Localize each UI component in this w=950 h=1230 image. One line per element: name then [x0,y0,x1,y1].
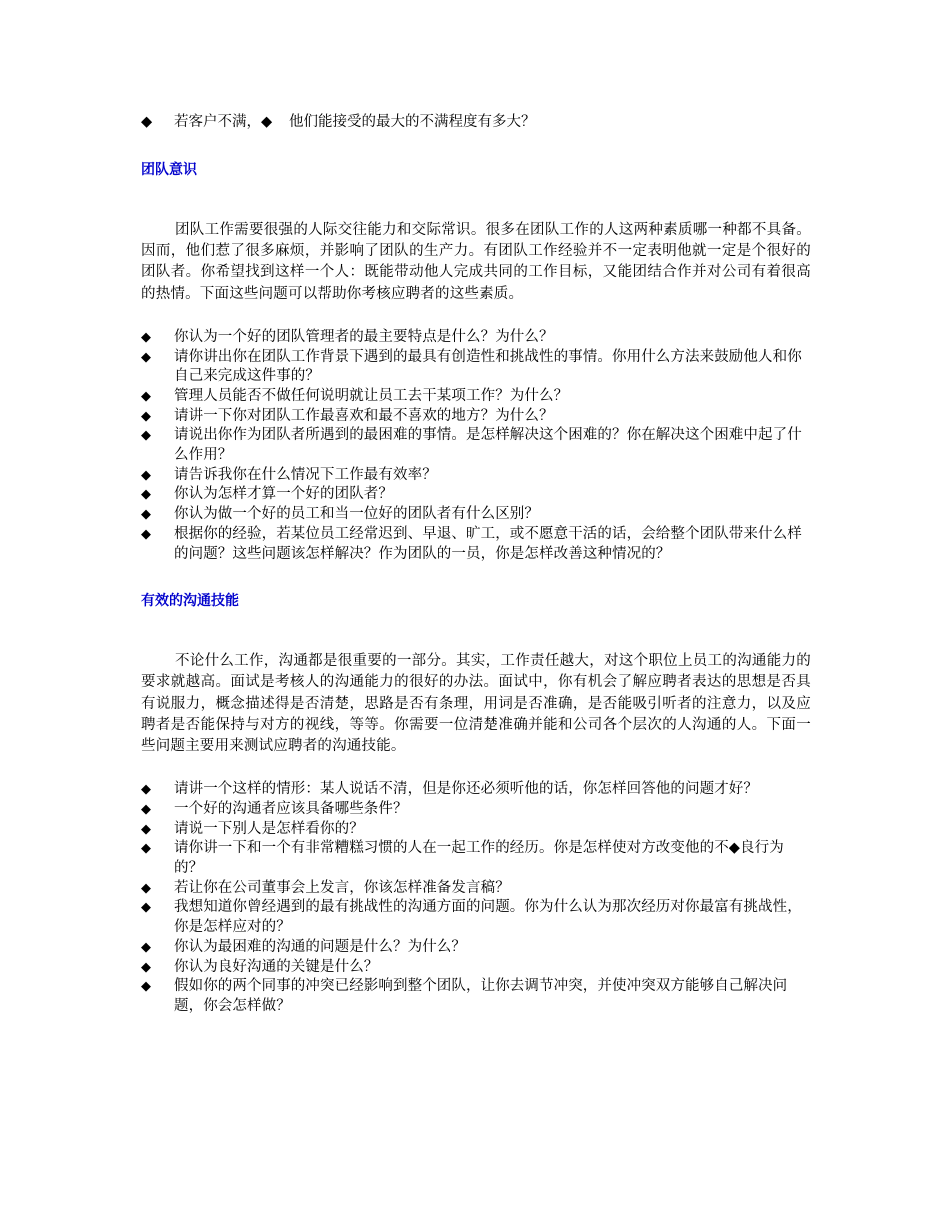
diamond-bullet-icon: ◆ [141,801,152,817]
list-item [141,938,811,958]
question-text: 根据你的经验，若某位员工经常迟到、早退、旷工，或不愿意干活的话，会给整个团队带来什么样的问题？这些问题该怎样解决？作为团队的一员，你是怎样改善这种情况的？ [174,525,802,562]
list-item [141,485,811,505]
question-text: 请说出你作为团队者所遇到的最困难的事情。是怎样解决这个困难的？你在解决这个困难中起了什么作用？ [174,427,802,464]
diamond-bullet-icon: ◆ [141,487,152,503]
question-text: 你认为怎样才算一个好的团队者？ [174,486,393,503]
question-text: 假如你的两个同事的冲突已经影响到整个团队，让你去调节冲突，并使冲突双方能够自己解决问题，你会怎样做？ [174,978,788,1014]
list-item [141,898,811,937]
diamond-bullet-icon: ◆ [141,349,152,365]
question-list-teamwork [141,328,811,564]
diamond-bullet-icon: ◆ [141,526,152,542]
diamond-bullet-icon: ◆ [141,959,152,975]
question-text: 你认为做一个好的员工和当一位好的团队者有什么区别？ [174,506,539,523]
intro-line-part2: 他们能接受的最大的不满程度有多大？ [289,114,536,130]
question-text: 你认为最困难的沟通的问题是什么？为什么？ [174,938,466,955]
diamond-bullet-icon: ◆ [141,428,152,444]
diamond-bullet-icon: ◆ [141,821,152,837]
question-text: 请告诉我你在什么情况下工作最有效率？ [174,466,437,483]
question-text: 请你讲一下和一个有非常糟糕习惯的人在一起工作的经历。你是怎样使对方改变他的不◆良行为的？ [174,840,784,877]
list-item [141,328,811,348]
question-text: 一个好的沟通者应该具备哪些条件？ [174,800,408,817]
diamond-bullet-icon: ◆ [141,900,152,916]
list-item [141,800,811,820]
diamond-bullet-icon: ◆ [141,507,152,523]
list-item [141,525,811,564]
list-item [141,879,811,899]
list-item [141,407,811,427]
diamond-bullet-icon: ◆ [141,979,152,995]
document-page [141,112,811,1017]
list-item [141,820,811,840]
diamond-bullet-icon: ◆ [141,841,152,857]
question-text: 请你讲出你在团队工作背景下遇到的最具有创造性和挑战性的事情。你用什么方法来鼓励他人和你自己来完成这件事的？ [174,348,802,385]
diamond-bullet-icon: ◆ [261,114,273,130]
list-item [141,505,811,525]
section-paragraph-teamwork: 团队工作需要很强的人际交往能力和交际常识。很多在团队工作的人这两种素质哪一种都不具备。因而，他们惹了很多麻烦，并影响了团队的生产力。有团队工作经验并不一定表明他就一定是个很好的团队者。你希望找到这样一个人：既能带动他人完成共同的工作目标，又能团结合作并对公司有着很高的热情。下面这些问题可以帮助你考核应聘者的这些素质。 [141,222,811,302]
diamond-bullet-icon: ◆ [141,388,152,404]
list-item [141,466,811,486]
question-text: 你认为良好沟通的关键是什么？ [174,958,379,975]
diamond-bullet-icon: ◆ [141,114,153,130]
question-text: 你认为一个好的团队管理者的最主要特点是什么？为什么？ [174,328,554,345]
diamond-bullet-icon: ◆ [141,408,152,424]
question-text: 管理人员能否不做任何说明就让员工去干某项工作？为什么？ [174,387,569,404]
diamond-bullet-icon: ◆ [141,939,152,955]
intro-line-part1: 若客户不满， [174,114,261,130]
diamond-bullet-icon: ◆ [141,782,152,798]
question-text: 请讲一个这样的情形：某人说话不清，但是你还必须听他的话，你怎样回答他的问题才好？ [174,781,758,798]
section-title-communication: 有效的沟通技能 [141,593,239,610]
list-item [141,839,811,878]
question-text: 若让你在公司董事会上发言，你该怎样准备发言稿？ [174,879,510,896]
question-list-communication [141,780,811,1016]
intro-line [141,112,811,134]
section-paragraph-communication: 不论什么工作，沟通都是很重要的一部分。其实，工作责任越大，对这个职位上员工的沟通能力的要求就越高。面试是考核人的沟通能力的很好的办法。面试中，你有机会了解应聘者表达的思想是否具有说服力，概念描述得是否清楚，思路是否有条理，用词是否准确，是否能吸引听者的注意力，以及应聘者是否能保持与对方的视线，等等。你需要一位清楚准确并能和公司各个层次的人沟通的人。下面一些问题主要用来测试应聘者的沟通技能。 [141,653,811,755]
list-item [141,426,811,465]
section-title-teamwork: 团队意识 [141,162,197,178]
diamond-bullet-icon: ◆ [141,880,152,896]
question-text: 我想知道你曾经遇到的最有挑战性的沟通方面的问题。你为什么认为那次经历对你最富有挑战性，你是怎样应对的？ [174,899,802,936]
list-item [141,977,811,1016]
list-item [141,780,811,800]
question-text: 请说一下别人是怎样看你的？ [174,820,364,837]
question-text: 请讲一下你对团队工作最喜欢和最不喜欢的地方？为什么？ [174,407,554,424]
diamond-bullet-icon: ◆ [141,467,152,483]
diamond-bullet-icon: ◆ [141,329,152,345]
list-item [141,348,811,387]
list-item [141,387,811,407]
list-item [141,958,811,978]
